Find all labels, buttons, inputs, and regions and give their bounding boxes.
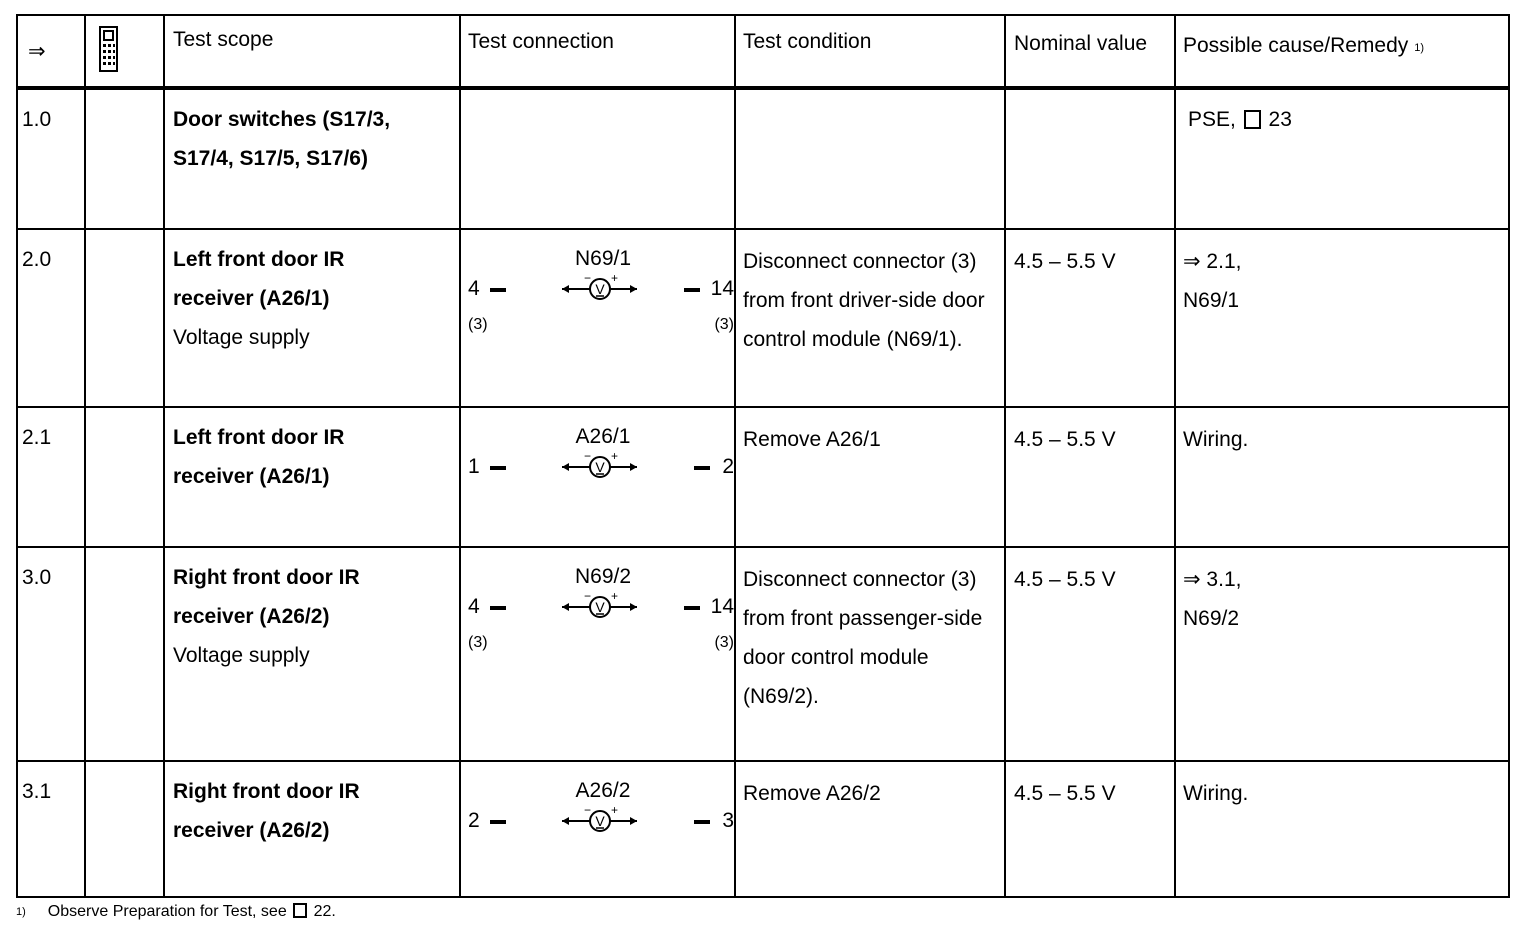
pin-left: 4	[468, 595, 480, 618]
pin-right: 3	[722, 809, 734, 832]
svg-text:V: V	[595, 459, 605, 475]
test-scope-detail: Voltage supply	[173, 326, 310, 349]
voltmeter-icon	[559, 592, 649, 622]
diagnostic-tester-icon	[98, 26, 120, 74]
svg-text:−: −	[584, 452, 592, 463]
voltmeter-icon	[559, 452, 649, 482]
test-condition: Disconnect connector (3) from front driver-side door control module (N69/1).	[743, 250, 985, 351]
footnote: $^{1)}$ Observe Preparation for Test, see 22.	[16, 903, 336, 920]
test-scope: Right front door IR receiver (A26/2)	[173, 780, 360, 842]
step-number: 1.0	[22, 108, 52, 131]
svg-text:V: V	[595, 281, 605, 297]
svg-text:V: V	[595, 813, 605, 829]
nominal-value: 4.5 – 5.5 V	[1014, 568, 1116, 591]
nominal-value: 4.5 – 5.5 V	[1014, 250, 1116, 273]
svg-text:+: +	[611, 806, 619, 817]
nominal-value: 4.5 – 5.5 V	[1014, 428, 1116, 451]
nominal-value-header: Nominal value	[1014, 32, 1148, 55]
voltmeter-icon	[559, 806, 649, 836]
pin-right: 2	[722, 455, 734, 478]
test-scope: Left front door IR receiver (A26/1)	[173, 248, 345, 310]
step-number: 3.1	[22, 780, 52, 803]
step-number: 2.0	[22, 248, 52, 271]
remedy-header: Possible cause/Remedy $^{1)}$	[1183, 34, 1425, 57]
test-scope: Right front door IR receiver (A26/2)	[173, 566, 360, 628]
remedy: Wiring.	[1183, 428, 1249, 451]
test-connection-diagram	[468, 778, 734, 888]
test-scope-header: Test scope	[173, 28, 274, 51]
test-condition: Remove A26/2	[743, 782, 881, 805]
page-reference-box-icon	[293, 903, 307, 918]
test-condition-header: Test condition	[743, 30, 872, 53]
test-connection-header: Test connection	[468, 30, 614, 53]
test-connection-diagram	[468, 424, 734, 534]
module-label: A26/1	[575, 425, 631, 448]
pin-left: 4	[468, 277, 480, 300]
svg-text:V: V	[595, 599, 605, 615]
nominal-value: 4.5 – 5.5 V	[1014, 782, 1116, 805]
connector-left: (3)	[468, 634, 488, 651]
step-number: 3.0	[22, 566, 52, 589]
svg-text:−: −	[584, 806, 592, 817]
test-table	[16, 14, 1510, 898]
pin-right: 14	[710, 595, 734, 618]
svg-text:−: −	[584, 274, 592, 285]
test-condition: Remove A26/1	[743, 428, 881, 451]
module-label: A26/2	[575, 779, 631, 802]
voltmeter-icon	[559, 274, 649, 304]
svg-text:+: +	[611, 592, 619, 603]
connector-right: (3)	[714, 634, 734, 651]
test-connection-diagram	[468, 564, 734, 674]
svg-text:+: +	[611, 452, 619, 463]
test-connection-diagram	[468, 246, 734, 356]
svg-text:−: −	[584, 592, 592, 603]
step-number: 2.1	[22, 426, 52, 449]
svg-text:+: +	[611, 274, 619, 285]
page-reference-box-icon	[1244, 110, 1261, 129]
test-condition: Disconnect connector (3) from front passenger-side door control module (N69/2).	[743, 568, 983, 708]
module-label: N69/2	[574, 565, 632, 588]
test-scope: Door switches (S17/3, S17/4, S17/5, S17/6)	[173, 108, 391, 170]
connector-right: (3)	[714, 316, 734, 333]
remedy: ⇒ 2.1, N69/1	[1183, 250, 1242, 312]
pin-left: 2	[468, 809, 480, 832]
pin-left: 1	[468, 455, 480, 478]
test-scope: Left front door IR receiver (A26/1)	[173, 426, 345, 488]
step-arrow-header: ⇒	[28, 40, 46, 63]
remedy: ⇒ 3.1, N69/2	[1183, 568, 1242, 630]
module-label: N69/1	[574, 247, 632, 270]
test-scope-detail: Voltage supply	[173, 644, 310, 667]
connector-left: (3)	[468, 316, 488, 333]
pin-right: 14	[710, 277, 734, 300]
remedy: PSE, 23	[1188, 108, 1292, 131]
remedy: Wiring.	[1183, 782, 1249, 805]
